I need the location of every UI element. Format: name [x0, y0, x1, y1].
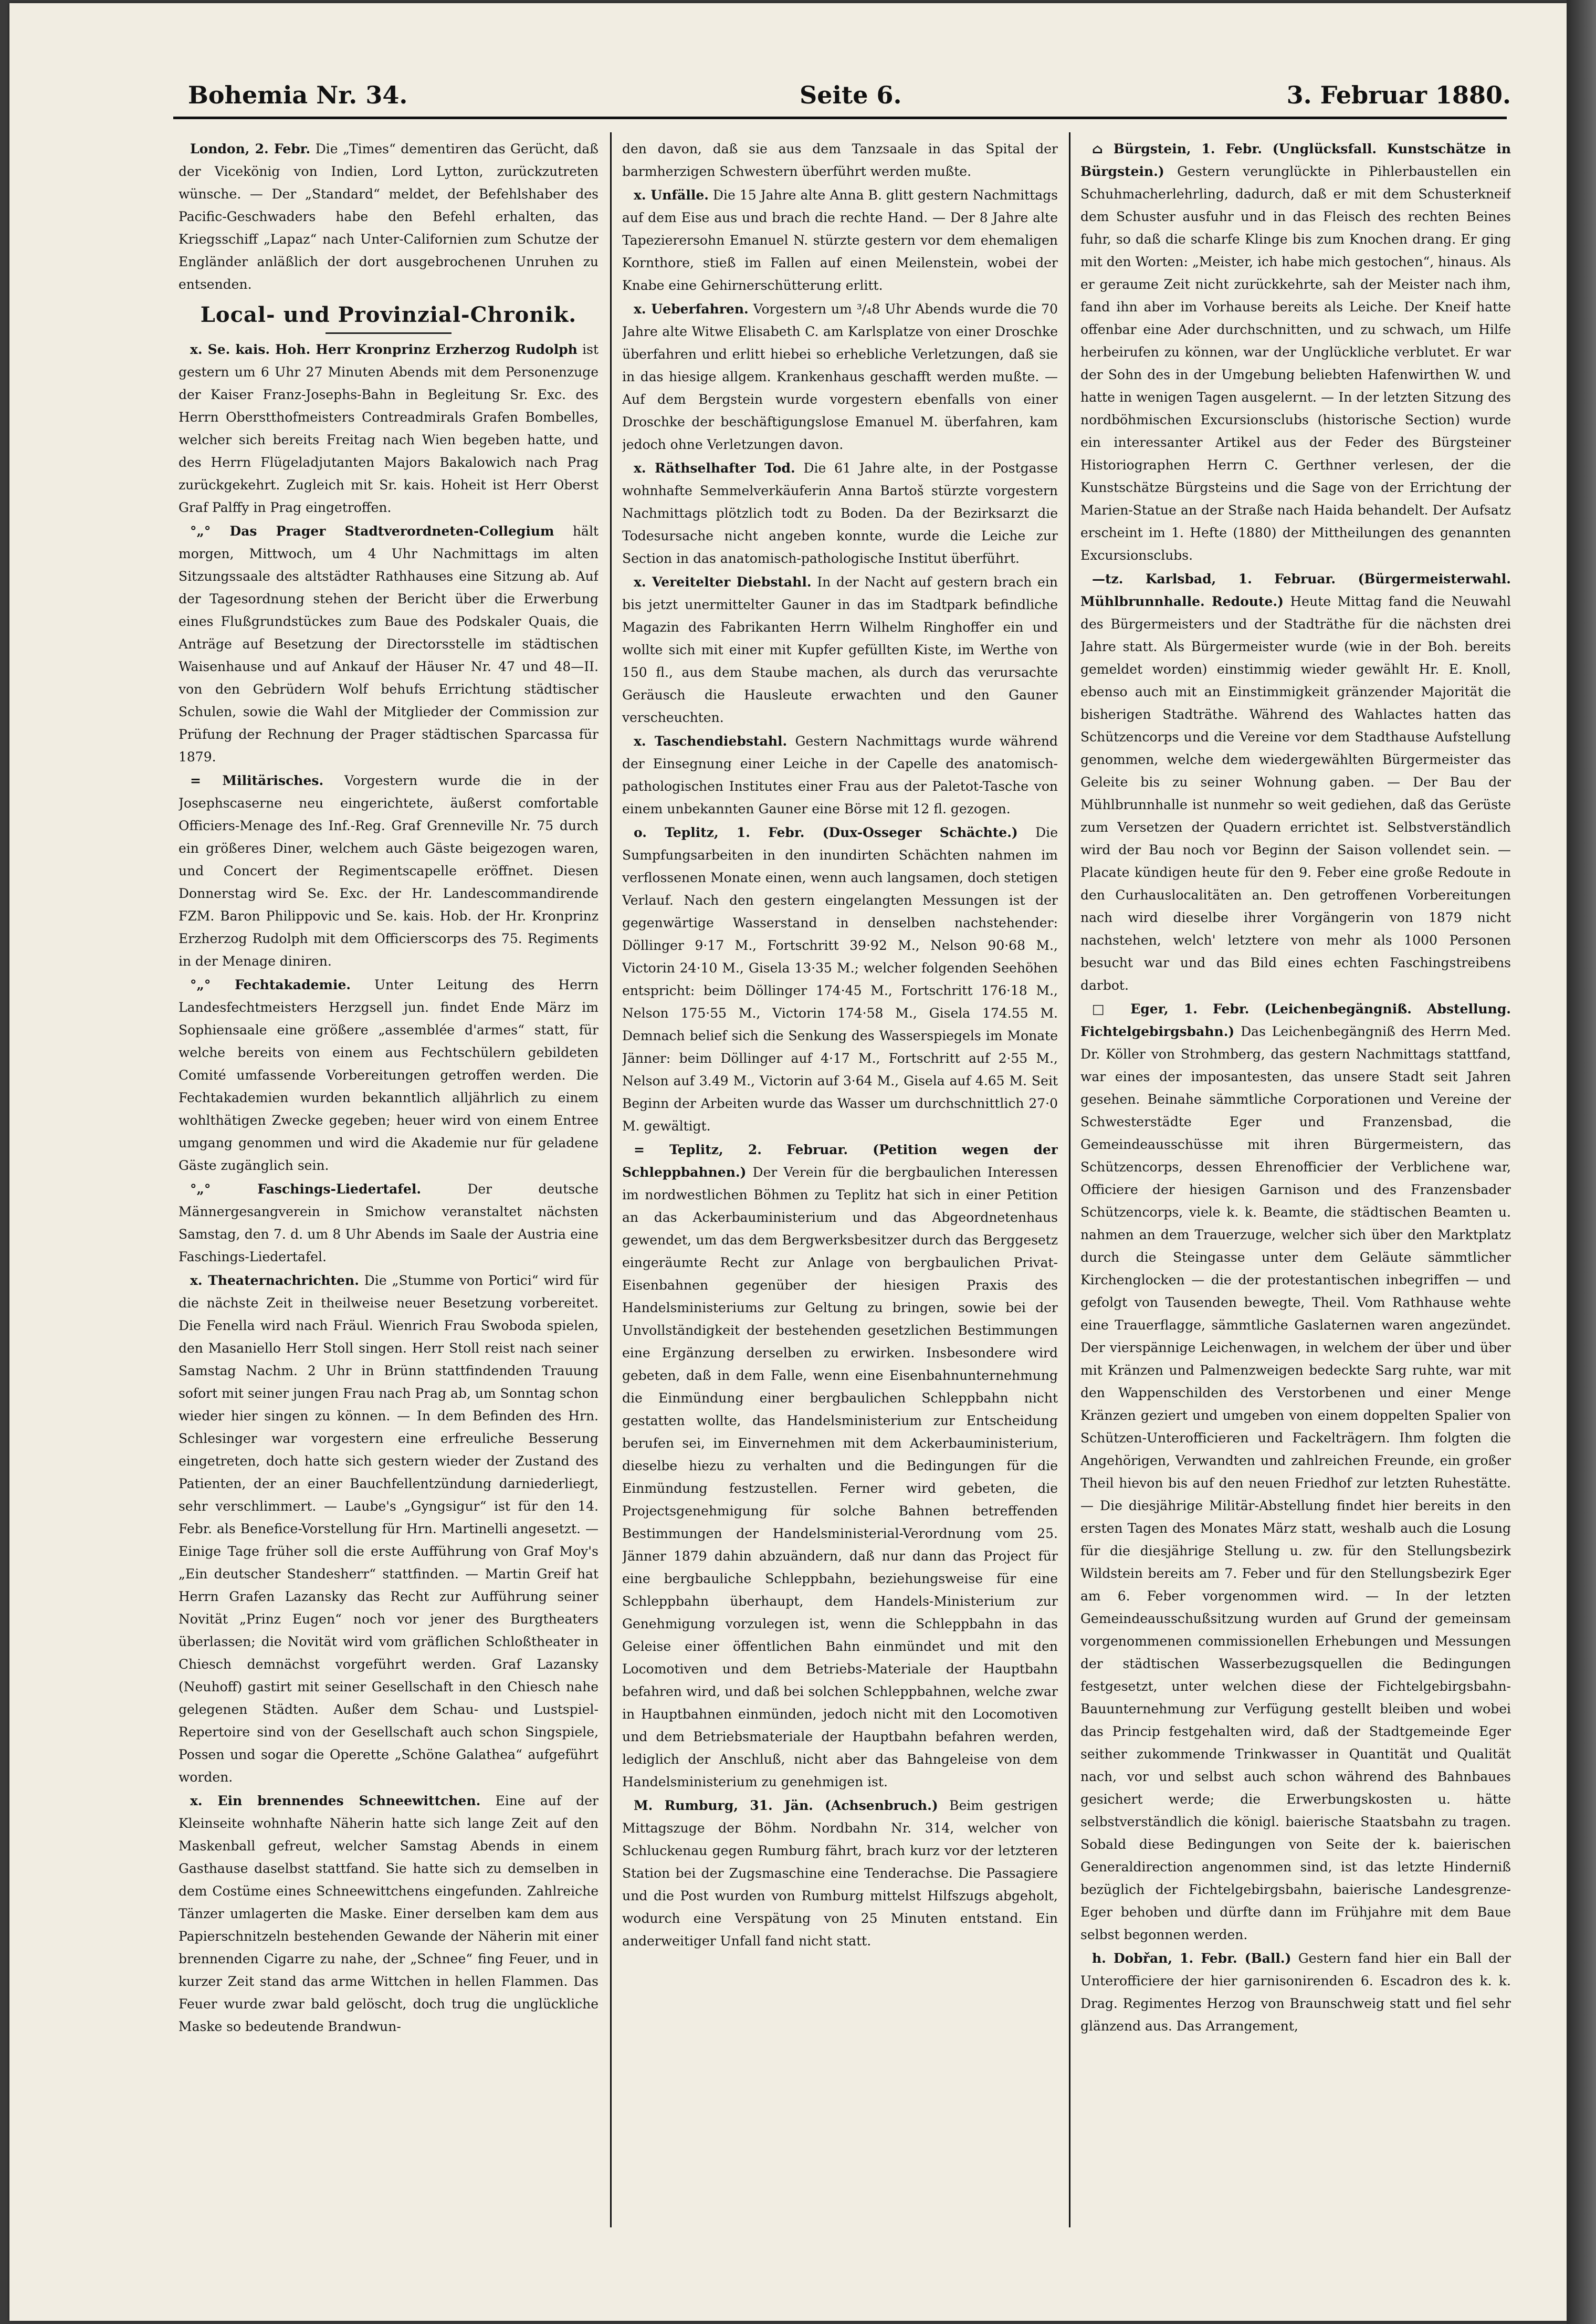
article-eger: □ Eger, 1. Febr. (Leichenbegängniß. Abstellung. Fichtelgebirgsbahn.) Das Leichenbegängniß des Herrn Med. Dr. Köller von Strohmberg, das gestern Nachmittags stattfand, war eines der imposantesten, das unsere Stadt seit Jahren gesehen. Beinahe sämmtliche Corporationen und Vereine der Schwesterstädte Eger und Franzensbad, die Gemeindeausschüsse mit ihren Bürgermeistern, das Schützencorps, dessen Ehrenofficier der Verblichene war, Officiere der hiesigen Garnison und des Franzensbader Schützencorps, viele k. k. Beamte, die städtischen Beamten u. nahmen an dem Trauerzuge, welcher sich über den Marktplatz durch die Steingasse unter dem Geläute sämmtlicher Kirchenglocken — die der protestantischen inbegriffen — und gefolgt von Tausenden bewegte, Theil. Vom Rathhause wehte eine Trauerflagge, sämmtliche Gaslaternen waren angezündet. Der vierspännige Leichenwagen, in welchem der über und über mit Kränzen und Palmenzweigen bedeckte Sarg ruhte, war mit den Wappenschilden des Verstorbenen und einer Menge Kränzen geziert und umgeben von einem doppelten Spalier von Schützen-Unterofficieren und Fackelträgern. Ihm folgten die Angehörigen, Verwandten und zahlreichen Freunde, ein großer Theil hievon bis auf den neuen Friedhof zur letzten Ruhestätte. — Die diesjährige Militär-Abstellung findet hier bereits in den ersten Tagen des Monates März statt, weshalb auch die Losung für die diesjährige Stellung u. zw. für den Stellungsbezirk Wildstein bereits am 7. Feber und für den Stellungsbezirk Eger am 6. Feber vorgenommen wird. — In der letzten Gemeindeausschußsitzung wurden auf Grund der gemeinsam vorgenommenen commissionellen Erhebungen und Messungen der städtischen Wasserbezugsquellen die Bedingungen festgesetzt, unter welchen diese der Fichtelgebirgsbahn-Bauunternehmung zur Verfügung gestellt bleiben und wobei das Princip festgehalten wird, daß der Stadtgemeinde Eger seither zukommende Trinkwasser in Quantität und Qualität nach, vor und selbst auch schon während des Bahnbaues gesichert werde; die Erwerbungskosten u. hätte selbstverständlich die königl. baierische Staatsbahn zu tragen. Sobald diese Bedingungen von Seite der k. baierischen Generaldirection angenommen sind, ist das letzte Hinderniß bezüglich der Fichtelgebirgsbahn, baierische Landesgrenze-Eger behoben und dürfte dann im Frühjahre mit dem Baue selbst begonnen werden.: [1080, 1001, 1511, 1942]
article-teplitz-schaechte: o. Teplitz, 1. Febr. (Dux-Osseger Schächte.) Die Sumpfungsarbeiten in den inundirten Schächten nahmen im verflossenen Monate einen, wenn auch langsamen, doch stetigen Verlauf. Nach den gestern eingelangten Messungen ist der gegenwärtige Wasserstand in denselben nachstehender: Döllinger 9·17 M., Fortschritt 39·92 M., Nelson 90·68 M., Victorin 24·10 M., Gisela 13·35 M.; welcher folgenden Seehöhen entspricht: beim Döllinger 174·45 M., Fortschritt 176·18 M., Nelson 175·55 M., Victorin 174·58 M., Gisela 174.55 M. Demnach belief sich die Senkung des Wasserspiegels im Monate Jänner: beim Döllinger auf 4·17 M., Fortschritt auf 2·55 M., Nelson auf 3.49 M., Victorin auf 3·64 M., Gisela auf 4.65 M. Seit Beginn der Arbeiten wurde das Wasser um durchschnittlich 27·0 M. gewältigt.: [622, 825, 1058, 1134]
article-rumburg: M. Rumburg, 31. Jän. (Achsenbruch.) Beim gestrigen Mittagszuge der Böhm. Nordbahn Nr. 314, welcher von Schluckenau gegen Rumburg fährt, brach kurz vor der letzteren Station bei der Zugsmaschine eine Tenderachse. Die Passagiere und die Post wurden von Rumburg mittelst Hilfszugs abgeholt, wodurch eine Verspätung von 25 Minuten entstand. Ein anderweitiger Unfall fand nicht statt.: [622, 1798, 1058, 1949]
article-karlsbad: —tz. Karlsbad, 1. Februar. (Bürgermeisterwahl. Mühlbrunnhalle. Redoute.) Heute Mittag fand die Neuwahl des Bürgermeisters und der Stadträthe für die nächsten drei Jahre statt. Als Bürgermeister wurde (wie in der Boh. bereits gemeldet worden) einstimmig wieder gewählt Hr. E. Knoll, ebenso auch mit an Einstimmigkeit gränzender Majorität die bisherigen Stadträthe. Während des Wahlactes hatten das Schützencorps und die Vereine vor dem Stadthause Aufstellung genommen, welche dem wiedergewählten Bürgermeister das Geleite bis zu seiner Wohnung gaben. — Der Bau der Mühlbrunnhalle ist nunmehr so weit gediehen, daß das Gerüste zum Versetzen der Quadern errichtet ist. Selbstverständlich wird der Bau noch vor Beginn der Saison vollendet sein. — Placate kündigen heute für den 9. Feber eine große Redoute in den Curhauslocalitäten an. Den getroffenen Vorbereitungen nach wird dieselbe ihrer Vorgängerin von 1879 nicht nachstehen, welch' letztere von mehr als 1000 Personen besucht war und das Bild eines echten Faschingstreibens darbot.: [1080, 571, 1511, 993]
article-taschendiebstahl: x. Taschendiebstahl. Gestern Nachmittags wurde während der Einsegnung einer Leiche in der Capelle des anatomisch-pathologischen Institutes einer Frau aus der Paletot-Tasche von einem unbekannten Gauner eine Börse mit 12 fl. gezogen.: [622, 734, 1058, 816]
article-stadtverordneten: °„° Das Prager Stadtverordneten-Collegium hält morgen, Mittwoch, um 4 Uhr Nachmittags im alten Sitzungssaale des altstädter Rathhauses eine Sitzung ab. Auf der Tagesordnung stehen der Bericht über die Erwerbung eines Flußgrundstückes zum Baue des Podskaler Quais, die Anträge auf Besetzung der Directorsstelle im städtischen Waisenhause und auf Ankauf der Häuser Nr. 47 und 48—II. von den Gebrüdern Wolf behufs Errichtung städtischer Schulen, sowie die Wahl der Mitglieder der Commission zur Prüfung der Rechnung der Prager städtischen Sparcassa für 1879.: [178, 524, 598, 765]
column-divider-2: [1069, 132, 1070, 2227]
article-unfaelle: x. Unfälle. Die 15 Jahre alte Anna B. glitt gestern Nachmittags auf dem Eise aus und brach die rechte Hand. — Der 8 Jahre alte Tapezierersohn Emanuel N. stürzte gestern vor dem ehemaligen Kornthore, stieß im Fallen auf einen Meilenstein, wobei der Knabe eine Gehirnerschütterung erlitt.: [622, 187, 1058, 293]
column-2: [622, 138, 1058, 2227]
column-1: [178, 138, 598, 2227]
article-dobran: h. Dobřan, 1. Febr. (Ball.) Gestern fand hier ein Ball der Unterofficiere der hier garnisonirenden 6. Escadron des k. k. Drag. Regimentes Herzog von Braunschweig statt und fiel sehr glänzend aus. Das Arrangement,: [1080, 1951, 1511, 2034]
article-schneewittchen: x. Ein brennendes Schneewittchen. Eine auf der Kleinseite wohnhafte Näherin hatte sich lange Zeit auf den Maskenball gefreut, welcher Samstag Abends in einem Gasthause daselbst stattfand. Sie hatte sich zu demselben in dem Costüme eines Schneewittchens eingefunden. Zahlreiche Tänzer umlagerten die Maske. Einer derselben kam dem aus Papierschnitzeln bestehenden Gewande der Näherin mit einer brennenden Cigarre zu nahe, der „Schnee“ fing Feuer, und in kurzer Zeit stand das arme Wittchen in hellen Flammen. Das Feuer wurde zwar bald gelöscht, doch trug die unglückliche Maske so bedeutende Brandwun-: [178, 1793, 598, 2034]
masthead-page-number: Seite 6.: [800, 81, 902, 109]
article-ueberfahren: x. Ueberfahren. Vorgestern um ³/₄8 Uhr Abends wurde die 70 Jahre alte Witwe Elisabeth C. am Karlsplatze von einer Droschke überfahren und erlitt hiebei so erhebliche Verletzungen, daß sie in das hiesige allgem. Krankenhaus geschafft werden mußte. — Auf dem Bergstein wurde vorgestern ebenfalls von einer Droschke der beschäftigungslose Emanuel M. überfahren, kam jedoch ohne Verletzungen davon.: [622, 301, 1058, 452]
article-fechtakademie: °„° Fechtakademie. Unter Leitung des Herrn Landesfechtmeisters Herzgsell jun. findet Ende März im Sophiensaale eine größere „assemblée d'armes“ statt, für welche bereits von einem aus Fechtschülern gebildeten Comité umfassende Vorbereitungen getroffen werden. Die Fechtakademien wurden bekanntlich alljährlich zu einem wohlthätigen Zwecke gegeben; heuer wird von einem Entree umgang genommen und wird die Akademie nur für geladene Gäste zugänglich sein.: [178, 977, 598, 1173]
column-divider-1: [610, 132, 612, 2227]
article-kronprinz: x. Se. kais. Hoh. Herr Kronprinz Erzherzog Rudolph ist gestern um 6 Uhr 27 Minuten Abends mit dem Personenzuge der Kaiser Franz-Josephs-Bahn in Begleitung Sr. Exc. des Herrn Oberstthofmeisters Contreadmirals Grafen Bombelles, welcher sich bereits Freitag nach Wien begeben hatte, und des Herrn Flügeladjutanten Majors Bakalowich nach Prag zurückgekehrt. Zugleich mit Sr. kais. Hoheit ist Herr Oberst Graf Palffy in Prag eingetroffen.: [178, 342, 598, 515]
article-faschings-liedertafel: °„° Faschings-Liedertafel. Der deutsche Männergesangverein in Smichow veranstaltet nächsten Samstag, den 7. d. um 8 Uhr Abends im Saale der Austria eine Faschings-Liedertafel.: [178, 1181, 598, 1264]
article-raethselhafter-tod: x. Räthselhafter Tod. Die 61 Jahre alte, in der Postgasse wohnhafte Semmelverkäuferin Anna Bartoš stürzte vorgestern Nachmittags plötzlich todt zu Boden. Da der Bezirksarzt die Todesursache nicht angeben konnte, wurde die Leiche zur Section in das anatomisch-pathologische Institut überführt.: [622, 460, 1058, 566]
article-militaerisches: = Militärisches. Vorgestern wurde die in der Josephscaserne neu eingerichtete, äußerst comfortable Officiers-Menage des Inf.-Reg. Graf Grenneville Nr. 75 durch ein größeres Diner, welchem auch Gäste beigezogen waren, und Concert der Regimentscapelle eröffnet. Diesen Donnerstag wird Se. Exc. der Hr. Landescommandirende FZM. Baron Philippovic und Se. kais. Hob. der Hr. Kronprinz Erzherzog Rudolph mit dem Officierscorps des 75. Regiments in der Menage diniren.: [178, 773, 598, 969]
article-diebstahl: x. Vereitelter Diebstahl. In der Nacht auf gestern brach ein bis jetzt unermittelter Gauner in das im Stadtpark befindliche Magazin des Fabrikanten Herrn Wilhelm Ringhoffer ein und wollte sich mit einer mit Kupfer gefüllten Kiste, im Werthe von 150 fl., aus dem Staube machen, als durch das verursachte Geräusch die Hausleute erwachten und den Gauner verscheuchten.: [622, 574, 1058, 725]
column-3: [1080, 138, 1511, 2227]
article-theater: x. Theaternachrichten. Die „Stumme von Portici“ wird für die nächste Zeit in theilweise neuer Besetzung vorbereitet. Die Fenella wird nach Fräul. Wienrich Frau Swoboda spielen, den Masaniello Herr Stoll singen. Herr Stoll reist nach seiner Samstag Nachm. 2 Uhr in Brünn stattfindenden Trauung sofort mit seiner jungen Frau nach Prag ab, um Sonntag schon wieder hier singen zu können. — In dem Befinden des Hrn. Schlesinger war vorgestern eine erfreuliche Besserung eingetreten, doch hatte sich gestern wieder der Zustand des Patienten, der an einer Bauchfellentzündung darniederliegt, sehr verschlimmert. — Laube's „Gyngsigur“ ist für den 14. Febr. als Benefice-Vorstellung für Hrn. Martinelli angesetzt. — Einige Tage früher soll die erste Aufführung von Graf Moy's „Ein deutscher Standesherr“ stattfinden. — Martin Greif hat Herrn Grafen Lazansky das Recht zur Aufführung seiner Novität „Prinz Eugen“ noch vor jener des Burgtheaters überlassen; die Novität wird vom gräflichen Schloßtheater in Chiesch demnächst vorgeführt werden. Graf Lazansky (Neuhoff) gastirt mit seiner Gesellschaft in den Chiesch nahe gelegenen Städten. Außer dem Schau- und Lustspiel-Repertoire sind von der Gesellschaft auch schon Singspiele, Possen und sogar die Operette „Schöne Galathea“ aufgeführt worden.: [178, 1273, 598, 1785]
masthead: [188, 81, 1511, 118]
article-teplitz-schleppbahnen: = Teplitz, 2. Februar. (Petition wegen der Schleppbahnen.) Der Verein für die bergbaulichen Interessen im nordwestlichen Böhmen zu Teplitz hat sich in einer Petition an das Ackerbauministerium und das Abgeordnetenhaus gewendet, um das dem Bergwerksbesitzer durch das Berggesetz eingeräumte Recht zur Anlage von bergbaulichen Privat-Eisenbahnen gegenüber der hiesigen Praxis des Handelsministeriums zur Geltung zu bringen, sowie bei der Unvollständigkeit der bestehenden gesetzlichen Bestimmungen eine Ergänzung derselben zu erwirken. Insbesondere wird gebeten, daß in dem Falle, wenn eine Eisenbahnunternehmung die Einmündung einer bergbaulichen Schleppbahn nicht gestatten wollte, das Handelsministerium zur Entscheidung berufen sei, im Einvernehmen mit dem Ackerbauministerium, dieselbe hiezu zu verhalten und die Bedingungen für die Einmündung festzustellen. Ferner wird gebeten, die Projectsgenehmigung für solche Bahnen betreffenden Bestimmungen der Handelsministerial-Verordnung vom 25. Jänner 1879 dahin abzuändern, daß nur dann das Project für eine bergbauliche Schleppbahn, beziehungsweise für eine Schleppbahn überhaupt, dem Handels-Ministerium zur Genehmigung vorzulegen ist, wenn die Schleppbahn in das Geleise einer öffentlichen Bahn einmündet und mit den Locomotiven und dem Betriebs-Materiale der Hauptbahn befahren wird, und daß bei solchen Schleppbahnen, welche zwar in Hauptbahnen einmünden, jedoch nicht mit den Locomotiven und dem Betriebsmateriale der Hauptbahn befahren werden, lediglich der Anschluß, nicht aber das Bahngeleise von dem Handelsministerium zu genehmigen ist.: [622, 1142, 1058, 1789]
article-buergstein: ⌂ Bürgstein, 1. Febr. (Unglücksfall. Kunstschätze in Bürgstein.) Gestern verunglückte in Pihlerbaustellen ein Schuhmacherlehrling, dadurch, daß er mit dem Schusterkneif dem Schuster ausfuhr und in das Fleisch des rechten Beines fuhr, so daß die scharfe Klinge bis zum Knochen drang. Er ging mit den Worten: „Meister, ich habe mich gestochen“, hinaus. Als er geraume Zeit nicht zurückkehrte, sah der Meister nach ihm, fand ihn aber im Vorhause bereits als Leiche. Der Kneif hatte offenbar eine Ader durchschnitten, und zu schwach, um Hilfe herbeirufen zu können, war der Unglückliche verblutet. Er war der Sohn des in der Umgebung beliebten Hafenwirthen W. und hatte in wenigen Tagen ausgelernt. — In der letzten Sitzung des nordböhmischen Excursionsclubs (historische Section) wurde ein interessanter Artikel aus der Feder des Bürgsteiner Historiographen Herrn C. Gerthner verlesen, der die Kunstschätze Bürgsteins und die Sage von der Errichtung der Marien-Statue an der Straße nach Haida behandelt. Der Aufsatz erscheint im 1. Hefte (1880) der Mittheilungen des genannten Excursionsclubs.: [1080, 141, 1511, 563]
article-continuation: den davon, daß sie aus dem Tanzsaale in das Spital der barmherzigen Schwestern überführt werden mußte.: [622, 141, 1058, 179]
article-london: London, 2. Febr. Die „Times“ dementiren das Gerücht, daß der Vicekönig von Indien, Lord Lytton, zurückzutreten wünsche. — Der „Standard“ meldet, der Befehlshaber des Pacific-Geschwaders habe den Befehl erhalten, das Kriegsschiff „Lapaz“ nach Unter-Californien zum Schutze der Engländer anläßlich der dort ausgebrochenen Unruhen zu entsenden.: [178, 141, 598, 292]
scan-edge: [1567, 0, 1596, 2324]
masthead-date: 3. Februar 1880.: [1286, 81, 1511, 109]
masthead-rule: [173, 117, 1507, 119]
masthead-title: Bohemia Nr. 34.: [188, 81, 408, 109]
section-heading: Local- und Provinzial-Chronik.: [178, 300, 598, 334]
